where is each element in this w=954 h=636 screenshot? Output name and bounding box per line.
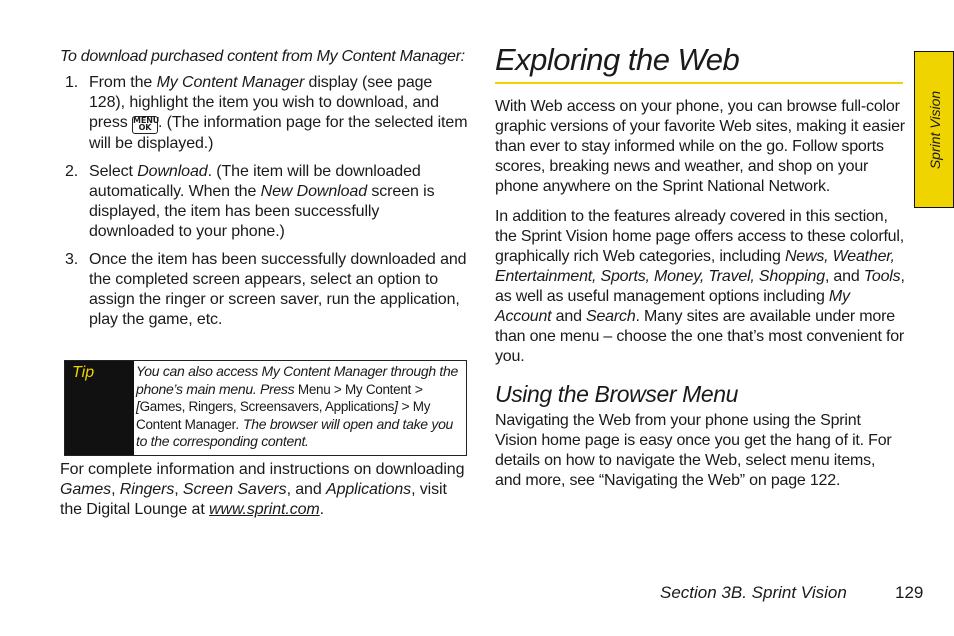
paragraph-text: In addition to the features already covered in this section, the Sprint Vision home page offers access to these colorful, graphically rich Web categories, including [495,208,904,265]
menu-reference: My Content Manager [156,74,305,91]
step-text: . (The item will be downloaded automatically. When the [89,163,421,200]
step-text: screen is displayed, the item has been successfully downloaded to your phone.) [89,183,435,240]
menu-ok-key-icon [132,116,158,134]
step-list [60,73,468,330]
category-reference: Tools [863,268,901,285]
step-number: 1. [65,74,79,91]
procedure-intro: To download purchased content from My Content Manager: [60,48,465,65]
paragraph-text: , visit the Digital Lounge at [60,481,447,518]
category-reference: News, Weather, Entertainment, Sports, Money, Travel, Shopping [495,248,895,285]
step-number: 3. [65,251,79,268]
right-column [495,40,905,501]
category-reference: Ringers [119,481,175,498]
paragraph-text: . Many sites are available under more than one menu – choose the one that’s most convenient for you. [495,308,905,365]
category-reference: Applications [326,481,412,498]
menu-reference: Download [137,163,208,180]
step-text: Select [89,163,138,180]
footer-section-label: Section 3B. Sprint Vision [660,583,847,602]
menu-reference: My Content Manager [136,399,431,432]
section-side-tab [914,51,954,208]
category-reference: Games [60,481,112,498]
tip-text: . The browser will open and take you to the corresponding content. [136,415,454,449]
paragraph-text: , and [824,268,864,285]
step-3 [60,250,468,330]
menu-reference: Search [586,308,636,325]
paragraph-text: , as well as useful management options including [495,268,905,305]
tip-label: Tip [65,361,134,455]
title-underline [495,82,903,84]
download-info-paragraph [60,460,468,520]
step-text: display (see page 128), highlight the item you wish to download, and press [89,74,439,131]
key-bottom-label: OK [138,123,152,132]
step-text: From the [89,74,157,91]
step-text: . (The information page for the selected item will be displayed.) [89,114,468,152]
tip-text: You can also access My Content Manager through the phone’s main menu. Press [136,363,458,397]
step-text: Once the item has been successfully downloaded and the completed screen appears, select an option to assign the ringer or screen saver, run the application, play the game, etc. [89,251,467,328]
sprint-website-link[interactable]: www.sprint.com [209,501,320,518]
separator: ] > [394,398,413,414]
tip-box [64,360,467,456]
tip-body [134,361,466,455]
menu-reference: My Account [495,288,850,325]
category-reference: Screen Savers [182,481,287,498]
step-number: 2. [65,163,79,180]
section-title: Exploring the Web [495,42,740,77]
paragraph-text: . [319,501,325,518]
menu-reference: New Download [260,183,368,200]
left-column [60,46,468,338]
menu-reference: My Content [344,381,411,397]
web-categories-paragraph [495,207,905,367]
side-tab-label: Sprint Vision [927,90,943,170]
paragraph-text: , [111,481,120,498]
separator: > [330,381,345,397]
paragraph-text: For complete information and instructions on downloading [60,461,465,478]
web-access-paragraph: With Web access on your phone, you can browse full-color graphic versions of your favorite Web sites, making it easier than ever to stay informed while on the go. Follow sports scores, breaking news and weather, and shop on your phone anywhere on the Sprint National Network. [495,98,905,195]
page-number: 129 [895,583,924,602]
subsection-title: Using the Browser Menu [495,381,739,407]
menu-reference: Games, Ringers, Screensavers, Applications [139,399,395,414]
menu-reference: Menu [297,381,331,397]
separator: > [ [136,380,423,414]
paragraph-text: , [174,481,183,498]
step-2 [60,162,468,242]
step-1 [60,73,468,154]
key-top-label: MENU [132,116,160,125]
paragraph-text: , and [286,481,326,498]
paragraph-text: and [551,308,587,325]
browser-menu-paragraph: Navigating the Web from your phone using the Sprint Vision home page is easy once you get the hang of it. For details on how to navigate the Web, select menu items, and more, see “Navigating the Web” on page 122. [495,412,892,489]
